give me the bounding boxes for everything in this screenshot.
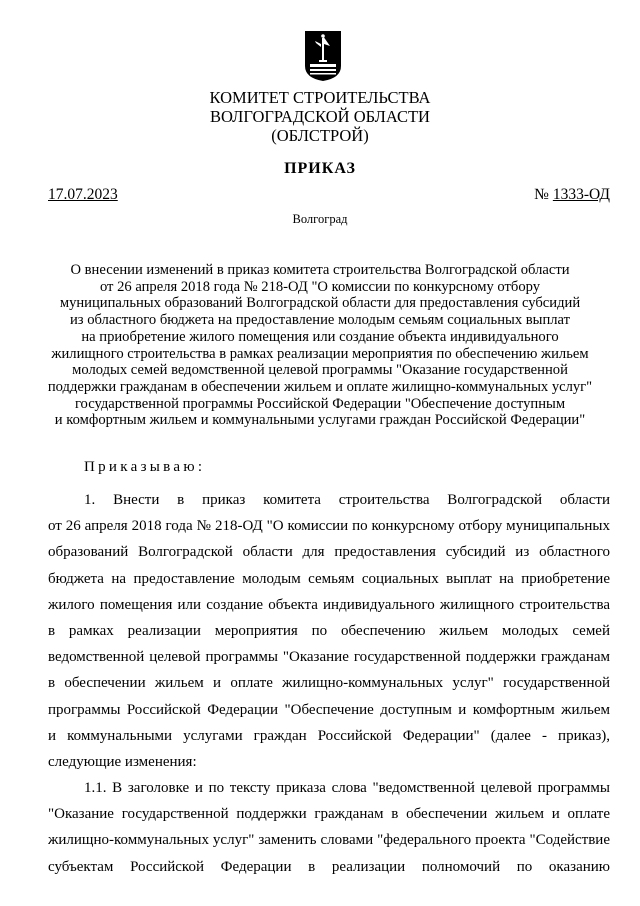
body-line: жилищно-коммунальных услуг" заменить словами "федерального проекта "Содействие [48,832,610,849]
body-line: 1.1. В заголовке и по тексту приказа слова "ведомственной целевой программы [84,780,610,797]
subject-line: О внесении изменений в приказ комитета строительства Волгоградской области [70,262,570,278]
subject-line: государственной программы Российской Федерации "Обеспечение доступным [74,395,566,412]
document-city: Волгоград [292,212,348,226]
body-line: программы Российской Федерации "Обеспечение доступным и комфортным жильем [48,701,610,718]
coat-of-arms-icon [304,30,342,82]
body-line: субъектам Российской Федерации в реализации полномочий по оказанию [48,858,610,875]
subject-line: и комфортным жильем и коммунальными услугами граждан Российской Федерации" [54,412,586,429]
subject-line: молодых семей ведомственной целевой программы "Оказание государственной [72,362,568,379]
subject-line: из областного бюджета на предоставление молодым семьям социальных выплат [69,312,571,329]
org-line: КОМИТЕТ СТРОИТЕЛЬСТВА [209,88,431,107]
document-type: ПРИКАЗ [284,160,356,177]
subject-line: жилищного строительства в рамках реализации мероприятия по обеспечению жильем [51,345,589,362]
body-line: следующие изменения: [48,753,197,770]
document-subject [30,262,610,429]
body-line: в рамках реализации мероприятия по обеспечению жильем молодых семей [48,622,610,639]
body-line: ведомственной целевой программы "Оказание государственной поддержки гражданам [48,649,610,666]
order-word: Приказываю: [84,459,206,475]
number-prefix: № [534,186,549,203]
subject-line: от 26 апреля 2018 года № 218-ОД "О комиссии по конкурсному отбору [99,278,541,295]
org-line: (ОБЛСТРОЙ) [271,126,369,145]
document-number [534,186,610,204]
org-line: ВОЛГОГРАДСКОЙ ОБЛАСТИ [210,107,430,126]
body-line: 1. Внести в приказ комитета строительства Волгоградской области [84,492,610,508]
subject-line: поддержки гражданам в обеспечении жильем и оплате жилищно-коммунальных услуг" [47,378,593,395]
body-line: в обеспечении жильем и оплате жилищно-коммунальных услуг" государственной [48,675,610,692]
number-value: 1333-ОД [552,186,610,203]
body-line: "Оказание государственной поддержки гражданам в обеспечении жильем и оплате [48,806,610,823]
subject-line: муниципальных образований Волгоградской области для предоставления субсидий [59,295,581,312]
body-line: жилого помещения или создание объекта индивидуального жилищного строительства [48,596,610,613]
subject-line: на приобретение жилого помещения или создание объекта индивидуального [81,328,559,345]
body-line: от 26 апреля 2018 года № 218-ОД "О комиссии по конкурсному отбору муниципальных [48,518,610,535]
body-line: бюджета на предоставление молодым семьям социальных выплат на приобретение [48,570,610,587]
document-body [48,487,610,880]
organization-name [0,88,640,145]
document-date: 17.07.2023 [48,186,118,203]
body-line: образований Волгоградской области для предоставления субсидий из областного [48,544,610,561]
body-line: и коммунальными услугами граждан Российской Федерации" (далее - приказ), [48,727,610,744]
